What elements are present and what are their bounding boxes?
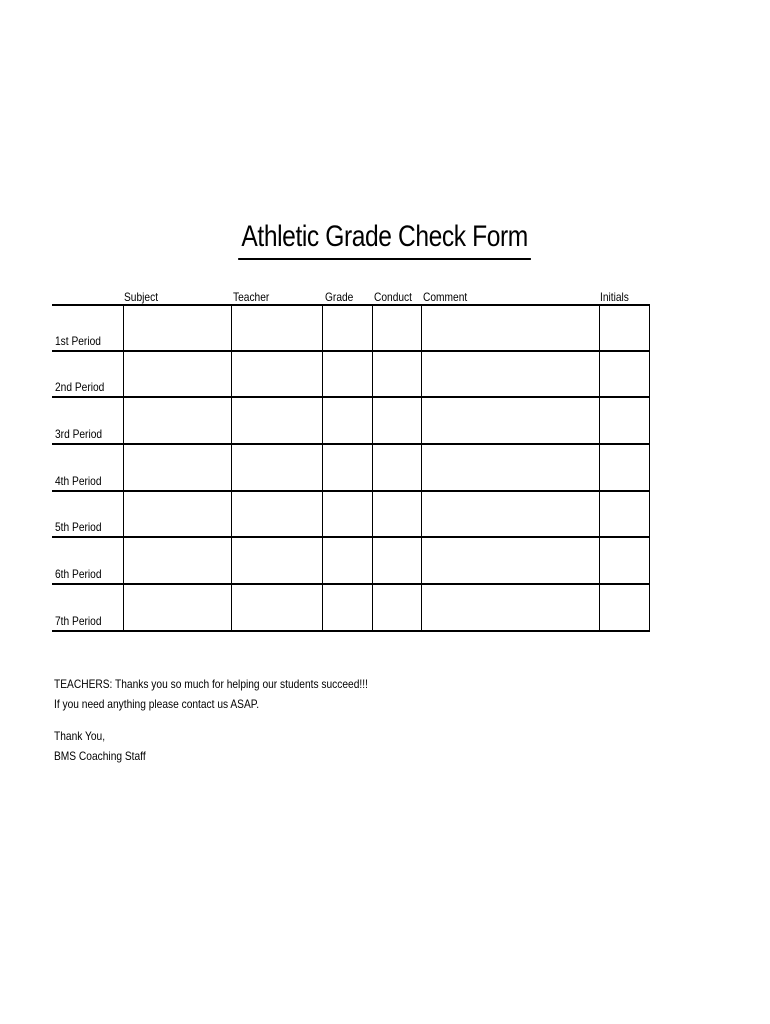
- column-header-conduct: Conduct: [374, 290, 412, 304]
- subject-cell[interactable]: [124, 446, 231, 490]
- comment-cell[interactable]: [422, 352, 599, 396]
- conduct-cell[interactable]: [373, 586, 421, 630]
- conduct-cell[interactable]: [373, 399, 421, 443]
- thank-you-message: TEACHERS: Thanks you so much for helping our students succeed!!!: [54, 677, 368, 691]
- grade-cell[interactable]: [323, 539, 372, 583]
- comment-cell[interactable]: [422, 306, 599, 350]
- sign-off: Thank You,: [54, 729, 106, 743]
- teacher-cell[interactable]: [232, 306, 322, 350]
- grade-cell[interactable]: [323, 446, 372, 490]
- spacer: [54, 714, 368, 726]
- row-divider: [52, 583, 650, 585]
- row-divider: [52, 630, 650, 632]
- table-row-period-5: [52, 492, 650, 538]
- conduct-cell[interactable]: [373, 446, 421, 490]
- contact-message: If you need anything please contact us ASAP.: [54, 697, 260, 711]
- initials-cell[interactable]: [600, 492, 649, 536]
- column-header-initials: Initials: [600, 290, 629, 304]
- teacher-cell[interactable]: [232, 399, 322, 443]
- comment-cell[interactable]: [422, 539, 599, 583]
- subject-cell[interactable]: [124, 306, 231, 350]
- subject-cell[interactable]: [124, 352, 231, 396]
- initials-cell[interactable]: [600, 399, 649, 443]
- conduct-cell[interactable]: [373, 492, 421, 536]
- comment-cell[interactable]: [422, 586, 599, 630]
- period-label: 5th Period: [55, 520, 102, 534]
- signature: BMS Coaching Staff: [54, 749, 146, 763]
- period-label: 6th Period: [55, 567, 102, 581]
- teacher-cell[interactable]: [232, 446, 322, 490]
- initials-cell[interactable]: [600, 352, 649, 396]
- teacher-cell[interactable]: [232, 492, 322, 536]
- conduct-cell[interactable]: [373, 352, 421, 396]
- table-row-period-7: [52, 586, 650, 632]
- teacher-cell[interactable]: [232, 352, 322, 396]
- comment-cell[interactable]: [422, 446, 599, 490]
- form-title: Athletic Grade Check Form: [239, 218, 532, 260]
- grade-cell[interactable]: [323, 306, 372, 350]
- period-label: 7th Period: [55, 614, 102, 628]
- row-divider: [52, 396, 650, 398]
- column-header-teacher: Teacher: [233, 290, 270, 304]
- teacher-cell[interactable]: [232, 586, 322, 630]
- period-label: 1st Period: [55, 334, 101, 348]
- initials-cell[interactable]: [600, 586, 649, 630]
- subject-cell[interactable]: [124, 586, 231, 630]
- initials-cell[interactable]: [600, 539, 649, 583]
- period-label: 4th Period: [55, 474, 102, 488]
- grade-cell[interactable]: [323, 352, 372, 396]
- table-row-period-4: [52, 446, 650, 492]
- comment-cell[interactable]: [422, 399, 599, 443]
- grade-cell[interactable]: [323, 399, 372, 443]
- subject-cell[interactable]: [124, 399, 231, 443]
- table-row-period-1: [52, 306, 650, 352]
- conduct-cell[interactable]: [373, 306, 421, 350]
- grade-cell[interactable]: [323, 492, 372, 536]
- teacher-cell[interactable]: [232, 539, 322, 583]
- grade-check-table: [52, 306, 650, 632]
- table-row-period-3: [52, 399, 650, 445]
- row-divider: [52, 536, 650, 538]
- initials-cell[interactable]: [600, 446, 649, 490]
- column-header-subject: Subject: [124, 290, 159, 304]
- period-label: 2nd Period: [55, 380, 105, 394]
- grade-cell[interactable]: [323, 586, 372, 630]
- teacher-notes: [54, 674, 368, 766]
- subject-cell[interactable]: [124, 492, 231, 536]
- period-label: 3rd Period: [55, 427, 103, 441]
- row-divider: [52, 443, 650, 445]
- form-title-wrapper: [0, 218, 770, 260]
- subject-cell[interactable]: [124, 539, 231, 583]
- column-header-comment: Comment: [423, 290, 468, 304]
- table-row-period-2: [52, 352, 650, 398]
- comment-cell[interactable]: [422, 492, 599, 536]
- table-row-period-6: [52, 539, 650, 585]
- initials-cell[interactable]: [600, 306, 649, 350]
- conduct-cell[interactable]: [373, 539, 421, 583]
- column-header-grade: Grade: [325, 290, 354, 304]
